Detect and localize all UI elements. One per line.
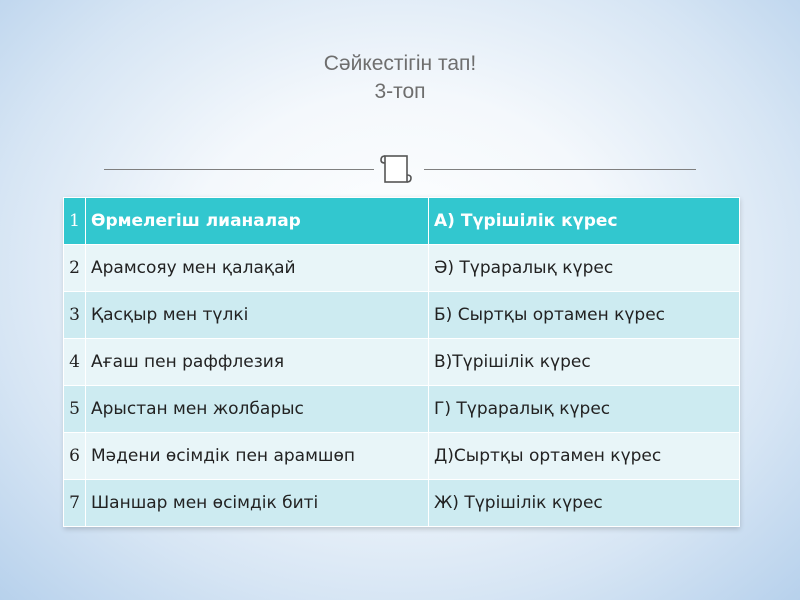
row-number: 6 (64, 433, 86, 480)
divider-left (104, 169, 374, 170)
table-row (64, 433, 740, 480)
decorative-scroll-icon (378, 152, 414, 186)
divider-right (424, 169, 696, 170)
left-cell: Ағаш пен раффлезия (86, 339, 429, 386)
row-number: 4 (64, 339, 86, 386)
right-cell: А) Түрішілік күрес (429, 198, 740, 245)
left-cell: Мәдени өсімдік пен арамшөп (86, 433, 429, 480)
left-cell: Арамсояу мен қалақай (86, 245, 429, 292)
row-number: 5 (64, 386, 86, 433)
right-cell: Ж) Түрішілік күрес (429, 480, 740, 527)
right-cell: Ә) Түраралық күрес (429, 245, 740, 292)
table-row (64, 386, 740, 433)
left-cell: Қасқыр мен түлкі (86, 292, 429, 339)
table-row (64, 480, 740, 527)
left-cell: Арыстан мен жолбарыс (86, 386, 429, 433)
right-cell: Г) Түраралық күрес (429, 386, 740, 433)
right-cell: Б) Сыртқы ортамен күрес (429, 292, 740, 339)
table-row (64, 245, 740, 292)
title-line-1: Сәйкестігін тап! (323, 52, 477, 75)
row-number: 7 (64, 480, 86, 527)
left-cell: Шаншар мен өсімдік биті (86, 480, 429, 527)
matching-table (63, 197, 739, 527)
row-number: 1 (64, 198, 86, 245)
left-cell: Өрмелегіш лианалар (86, 198, 429, 245)
table-row (64, 292, 740, 339)
title-line-2: 3-топ (374, 80, 426, 103)
table-row (64, 339, 740, 386)
slide-title (0, 50, 800, 106)
right-cell: Д)Сыртқы ортамен күрес (429, 433, 740, 480)
row-number: 2 (64, 245, 86, 292)
right-cell: В)Түрішілік күрес (429, 339, 740, 386)
table-row (64, 198, 740, 245)
row-number: 3 (64, 292, 86, 339)
